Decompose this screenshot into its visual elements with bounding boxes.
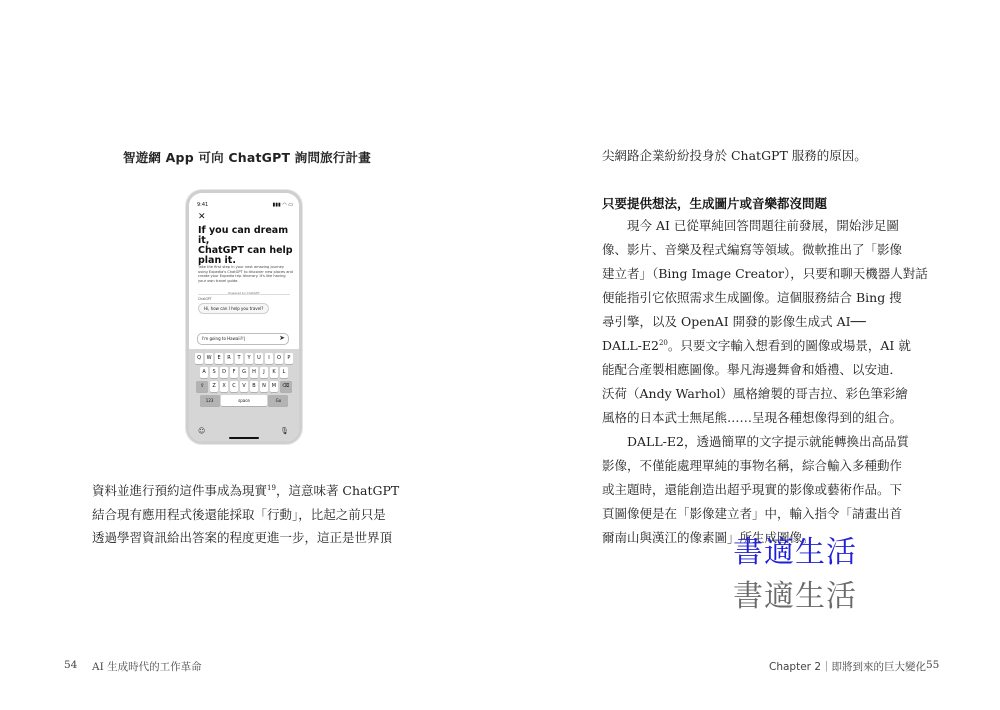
body-line: 尋引擎，以及 OpenAI 開發的影像生成式 AI── (602, 314, 866, 329)
key-n[interactable]: N (260, 381, 269, 392)
key-q[interactable]: Q (195, 353, 204, 364)
body-line: DALL-$E2^{20}$。只要文字輸入想看到的圖像或場景，AI 就 (602, 338, 911, 353)
chat-input[interactable] (197, 333, 289, 345)
right-top-line: 尖網路企業紛紛投身於 ChatGPT 服務的原因。 (602, 148, 867, 163)
section-heading: 只要提供想法，生成圖片或音樂都沒問題 (602, 196, 828, 211)
onscreen-keyboard (189, 349, 299, 441)
body-line: 風格的日本武士無尾熊……呈現各種想像得到的組合。 (602, 410, 903, 425)
signal-battery-icon: ▮▮▮ ◠ ▭ (272, 202, 293, 208)
phone-mockup (186, 190, 302, 444)
microphone-icon[interactable]: 🎙 (280, 427, 289, 435)
watermark-text: 書適生活 (733, 535, 857, 570)
footnote-ref: 20 (658, 338, 668, 347)
body-line: 建立者」（Bing Image Creator），只要和聊天機器人對話 (602, 266, 928, 281)
key-i[interactable]: I (265, 353, 274, 364)
keyboard-row (189, 367, 299, 378)
key-y[interactable]: Y (245, 353, 254, 364)
key-g[interactable]: G (240, 367, 249, 378)
body-line: 頁圖像便是在「影像建立者」中，輸入指令「請畫出首 (602, 506, 903, 521)
body-line: 透過學習資訊給出答案的程度更進一步，這正是世界頂 (92, 530, 393, 545)
emoji-icon[interactable]: ☺ (198, 427, 206, 435)
key-h[interactable]: H (250, 367, 259, 378)
phone-headline: If you can dream it, ChatGPT can help plan it. (198, 225, 293, 266)
phone-time: 9:41 (197, 202, 209, 208)
keyboard-row (189, 353, 299, 364)
numbers-key[interactable]: 123 (200, 395, 220, 406)
key-f[interactable]: F (230, 367, 239, 378)
left-running-title: AI 生成時代的工作革命 (92, 661, 202, 673)
key-t[interactable]: T (235, 353, 244, 364)
body-line: DALL-E2，透過簡單的文字提示就能轉換出高品質 (602, 434, 909, 449)
key-s[interactable]: S (210, 367, 219, 378)
body-line: 現今 AI 已從單純回答問題往前發展，開始涉足圖 (602, 218, 899, 233)
go-key[interactable]: Go (268, 395, 288, 406)
keyboard-row (189, 395, 299, 406)
left-body-text (92, 479, 402, 550)
footnote-ref: 19 (267, 483, 276, 492)
key-r[interactable]: R (225, 353, 234, 364)
left-page-number: 54 (64, 659, 78, 671)
key-b[interactable]: B (250, 381, 259, 392)
right-body-text (602, 214, 928, 550)
key-o[interactable]: O (275, 353, 284, 364)
body-line: 能配合產製相應圖像。舉凡海邊舞會和婚禮、以安迪． (602, 362, 903, 377)
space-key[interactable]: space (221, 395, 267, 406)
chapter-label: Chapter 2｜即將到來的巨大變化 (769, 661, 926, 673)
key-w[interactable]: W (205, 353, 214, 364)
body-line: 爾南山與漢江的像素圖」所生成圖像。 (602, 530, 815, 545)
keyboard-row (189, 381, 299, 392)
key-l[interactable]: L (280, 367, 289, 378)
body-line: 像、影片、音樂及程式編寫等領域。微軟推出了「影像 (602, 242, 903, 257)
body-line: 影像，不僅能處理單純的事物名稱，綜合輸入多種動作 (602, 458, 903, 473)
phone-status-bar (197, 202, 293, 208)
chat-bubble: Hi, how can I help you travel? (198, 303, 269, 314)
key-c[interactable]: C (230, 381, 239, 392)
divider (198, 294, 290, 295)
key-p[interactable]: P (285, 353, 294, 364)
key-a[interactable]: A (200, 367, 209, 378)
backspace-key[interactable]: ⌫ (280, 381, 292, 392)
body-line: 沃荷（Andy Warhol）風格繪製的哥吉拉、彩色筆彩繪 (602, 386, 908, 401)
home-indicator (229, 437, 259, 439)
shift-key[interactable]: ⇧ (196, 381, 208, 392)
chat-input-value: I'm going to Hawaii!!| (202, 336, 246, 341)
key-m[interactable]: M (270, 381, 279, 392)
close-icon[interactable]: ✕ (198, 212, 206, 222)
phone-paragraph: Take the first step in your next amazing journey using Expedia's ChatGPT to discover new places and create your Expedia trip itinerary. It's like having your own travel guide. (198, 265, 293, 283)
key-d[interactable]: D (220, 367, 229, 378)
key-v[interactable]: V (240, 381, 249, 392)
body-line: 便能指引它依照需求生成圖像。這個服務結合 Bing 搜 (602, 290, 902, 305)
body-line: 結合現有應用程式後還能採取「行動」，比起之前只是 (92, 506, 386, 522)
key-e[interactable]: E (215, 353, 224, 364)
key-z[interactable]: Z (210, 381, 219, 392)
chat-sender-label: ChatGPT (198, 297, 212, 301)
key-j[interactable]: J (260, 367, 269, 378)
key-u[interactable]: U (255, 353, 264, 364)
right-page-number: 55 (926, 659, 940, 671)
powered-by-label: Powered by ChatGPT (228, 291, 260, 295)
key-k[interactable]: K (270, 367, 279, 378)
send-icon[interactable]: ➤ (279, 334, 285, 342)
body-line: 資料並進行預約這件事成為現實$^{19}$，這意味著 ChatGPT (92, 483, 400, 498)
figure-caption: 智遊網 App 可向 ChatGPT 詢問旅行計畫 (123, 150, 371, 165)
watermark-text: 書適生活 (733, 579, 857, 614)
body-line: 或主題時，還能創造出超乎現實的影像或藝術作品。下 (602, 482, 903, 497)
key-x[interactable]: X (220, 381, 229, 392)
